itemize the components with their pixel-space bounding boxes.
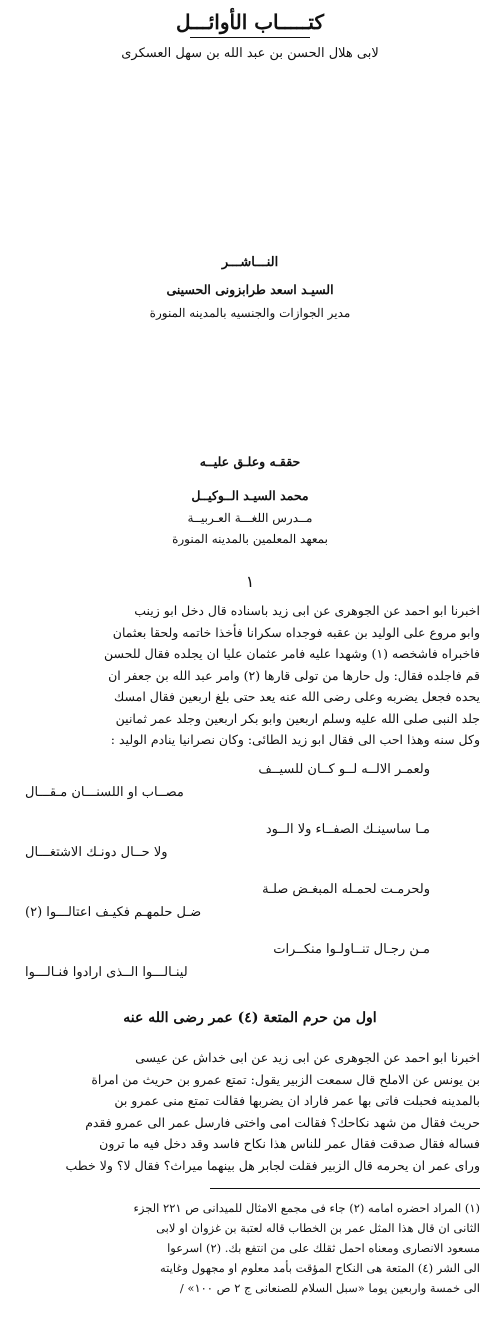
editor-role-1: مــدرس اللغـــة العـربيــة <box>187 511 313 525</box>
title-underline <box>190 37 310 38</box>
poem-verse-1b: مصــاب او اللسنـــان مـقـــال <box>25 785 184 800</box>
footnote-separator <box>210 1188 480 1189</box>
publisher-name: السيـد اسعد طرابزونى الحسينى <box>166 282 334 297</box>
paragraph-line: وابو مروع على الوليد بن عقبه فوجداه سكرانا فأخذا خاتمه ولحقا بعثمان <box>112 624 480 640</box>
publisher-role: مدير الجوازات والجنسيه بالمدينه المنورة <box>149 306 351 320</box>
publisher-label: النـــاشـــر <box>221 255 279 270</box>
paragraph-line: وراى عمر ان يحرمه قال الزبير فقلت لجابر هل بينهما ميراث؟ فقال لا؟ ولا خطب <box>65 1157 480 1173</box>
book-title: كتـــــاب الأوائـــل <box>176 10 324 34</box>
paragraph-line: اخبرنا ابو احمد عن الجوهرى عن ابى زيد عن ابى خداش عن عيسى <box>135 1050 480 1065</box>
footnote-line: الى الشر (٤) المتعة هى النكاح المؤقت بأمد معلوم او مجهول وغايته <box>160 1261 480 1275</box>
paragraph-line: وكل سنه وهذا احب الى فقال ابو زيد الطائى: وكان نصرانيا ينادم الوليد : <box>110 732 480 747</box>
paragraph-line: يحده فجعل يضربه وعلى رضى الله عنه يعد حتى بلغ اربعين فقال امسك <box>113 689 480 704</box>
poem-verse-4a: مـن رجـال تنــاولـوا منكــرات <box>273 942 430 957</box>
poem-verse-2a: مـا ساسينـك الصفــاء ولا الــود <box>265 822 430 837</box>
paragraph-line: فساله فقال صدقت فقال عمر للناس هذا نكاح فاسد وقد دخل فيه ما ترون <box>99 1136 480 1151</box>
poem-verse-3b: ضـل حلمهـم فكيـف اعتالـــوا (٢) <box>25 905 202 920</box>
paragraph-line: جلد النبى صلى الله عليه وسلم اربعين وابو بكر اربعين وجلد عمر ثمانين <box>115 710 480 726</box>
section-heading: اول من حرم المتعة (٤) عمر رضى الله عنه <box>123 1010 377 1026</box>
paragraph-line: اخبرنا ابو احمد عن الجوهرى عن ابى زيد باسناده قال دخل ابو زينب <box>134 603 480 618</box>
poem-verse-1a: ولعمـر الالــه لــو كــان للسيــف <box>258 762 430 777</box>
editor-name: محمد السيـد الــوكيــل <box>191 488 309 503</box>
paragraph-line: بالمدينه فحبلت فاتى بها عمر فاراد ان يضربها فقالت تمتع منى عمرو بن <box>114 1093 480 1108</box>
paragraph-line: حريث فقال من شهد نكاحك؟ فقالت امى واختى فارسل عمر الى عمرو فقدم <box>85 1114 480 1130</box>
paragraph-line: فاخبراه فاشخصه (١) وشهدا عليه فامر عثمان عليا ان يجلده فقال للحسن <box>104 646 480 661</box>
poem-verse-3a: ولحرمـت لحمـله المبغـض صلـة <box>262 882 430 897</box>
poem-verse-2b: ولا حــال دونـك الاشتغـــال <box>25 845 168 860</box>
footnote-line: (١) المراد احضره امامه (٢) جاء فى مجمع الامثال للميدانى ص ٢٢١ الجزء <box>133 1201 480 1215</box>
footnote-line: الى خمسة واربعين يوما «سبل السلام للصنعانى ج ٢ ص ١٠٠» / <box>179 1281 480 1295</box>
book-author: لابى هلال الحسن بن عبد الله بن سهل العسكرى <box>121 46 379 61</box>
section-number: ١ <box>245 572 255 591</box>
poem-verse-4b: لينـالـــوا الــذى ارادوا فنـالـــوا <box>25 965 188 980</box>
footnote-line: مسعود الانصارى ومعناه احمل ثقلك على من انتفع بك. (٢) اسرعوا <box>167 1241 480 1255</box>
paragraph-line: قم فاجلده فقال: ول حارها من تولى قارها (٢) وامر عبد الله بن جعفر ان <box>108 667 480 683</box>
footnotes <box>18 1198 480 1298</box>
paragraph-2 <box>18 1047 480 1176</box>
editor-label: حققـه وعلـق عليــه <box>199 454 301 469</box>
editor-role-2: بمعهد المعلمين بالمدينه المنورة <box>172 532 328 546</box>
paragraph-1 <box>18 600 480 751</box>
footnote-line: الثانى ان قال هذا المثل عمر بن الخطاب قاله لعتبة بن غزوان او لابى <box>156 1221 480 1235</box>
paragraph-line: بن يونس عن الاملح قال سمعت الزبير يقول: تمتع عمرو بن حريث من امراة <box>91 1071 480 1087</box>
